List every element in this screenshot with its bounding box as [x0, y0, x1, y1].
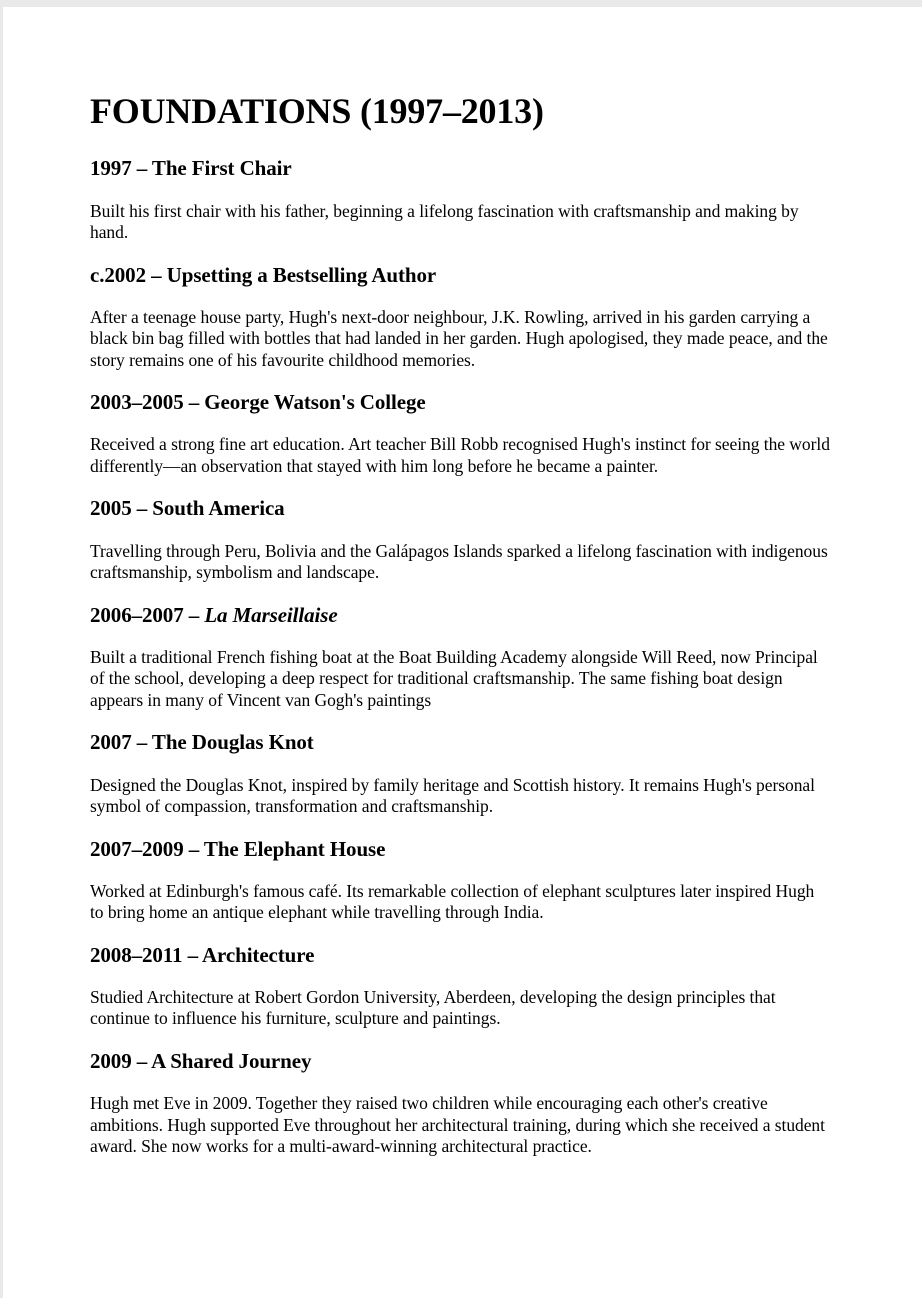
timeline-entry — [90, 730, 832, 817]
entry-heading: 2007 – The Douglas Knot — [90, 730, 314, 755]
entry-body: Studied Architecture at Robert Gordon University, Aberdeen, developing the design principles that continue to influence his furniture, sculpture and paintings. — [90, 986, 776, 1029]
timeline-entry — [90, 496, 832, 583]
entry-body: Hugh met Eve in 2009. Together they raised two children while encouraging each other's creative ambitions. Hugh supported Eve throughout her architectural training, during which she received a student award. She now works for a multi-award-winning architectural practice. — [90, 1093, 825, 1157]
document-page — [3, 7, 922, 1298]
timeline-entry — [90, 263, 832, 372]
entry-heading: 1997 – The First Chair — [90, 156, 292, 181]
entry-body: Worked at Edinburgh's famous café. Its remarkable collection of elephant sculptures later inspired Hugh to bring home an antique elephant while travelling through India. — [90, 880, 815, 923]
entry-heading: 2008–2011 – Architecture — [90, 942, 315, 967]
entry-heading-italic-title: La Marseillaise — [204, 602, 338, 627]
page-title: FOUNDATIONS (1997–2013) — [90, 91, 544, 131]
entry-heading: 2007–2009 – The Elephant House — [90, 836, 386, 861]
timeline-entry — [90, 156, 832, 243]
entry-body: Received a strong fine art education. Art teacher Bill Robb recognised Hugh's instinct for seeing the world differently—an observation that stayed with him long before he became a painter. — [90, 434, 830, 476]
timeline-entry — [90, 943, 832, 1030]
entry-body: After a teenage house party, Hugh's next-door neighbour, J.K. Rowling, arrived in his garden carrying a black bin bag filled with bottles that had landed in her garden. Hugh apologised, they made peace, and the story remains one of his favourite childhood memories. — [90, 306, 828, 370]
timeline-entry — [90, 1049, 832, 1158]
entry-body: Travelling through Peru, Bolivia and the Galápagos Islands sparked a lifelong fascination with indigenous craftsmanship, symbolism and landscape. — [90, 540, 828, 583]
timeline-entry — [90, 603, 832, 712]
entry-body: Designed the Douglas Knot, inspired by family heritage and Scottish history. It remains Hugh's personal symbol of compassion, transformation and craftsmanship. — [90, 774, 815, 817]
timeline-entry — [90, 390, 832, 477]
entry-body: Built a traditional French fishing boat at the Boat Building Academy alongside Will Reed, now Principal of the school, developing a deep respect for traditional craftsmanship. The same fishing boat design appears in many of Vincent van Gogh's paintings — [90, 646, 818, 710]
timeline-entry — [90, 837, 832, 924]
entry-heading: 2003–2005 – George Watson's College — [90, 390, 426, 415]
entry-heading: 2009 – A Shared Journey — [90, 1048, 312, 1073]
entry-body: Built his first chair with his father, beginning a lifelong fascination with craftsmanship and making by hand. — [90, 200, 799, 243]
entry-heading: c.2002 – Upsetting a Bestselling Author — [90, 262, 437, 287]
entry-heading-dates: 2006–2007 – — [90, 602, 205, 627]
entry-heading: 2005 – South America — [90, 496, 285, 521]
entry-heading — [90, 603, 832, 628]
